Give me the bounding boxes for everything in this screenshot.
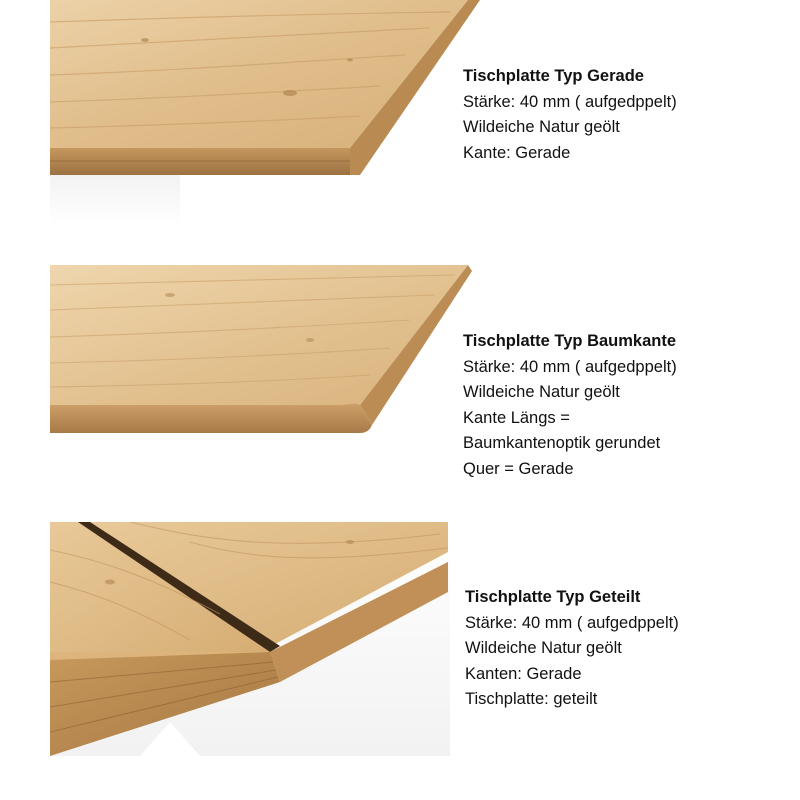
tabletop-split-image xyxy=(50,522,450,756)
product-spec-edge-long: Kante Längs = xyxy=(463,408,570,427)
product-spec-edges: Kanten: Gerade xyxy=(465,664,582,683)
product-spec-material: Wildeiche Natur geölt xyxy=(465,639,622,657)
tabletop-live-edge-image xyxy=(50,265,472,460)
tabletop-straight-info xyxy=(463,64,677,166)
product-spec-thickness: Stärke: 40 mm ( aufgedppelt) xyxy=(463,357,677,376)
product-spec-material: Wildeiche Natur geölt xyxy=(463,383,620,401)
product-spec-thickness: Stärke: 40 mm ( aufgedppelt) xyxy=(465,613,679,632)
product-title: Tischplatte Typ Baumkante xyxy=(463,332,677,350)
product-title: Tischplatte Typ Geteilt xyxy=(465,588,641,606)
product-spec-edge-long-detail: Baumkantenoptik gerundet xyxy=(463,434,661,452)
tabletop-live-edge-info xyxy=(463,329,677,482)
tabletop-straight-image xyxy=(50,0,480,225)
product-spec-thickness: Stärke: 40 mm ( aufgedppelt) xyxy=(463,92,677,111)
product-title: Tischplatte Typ Gerade xyxy=(463,67,644,85)
product-spec-edge: Kante: Gerade xyxy=(463,143,571,162)
product-spec-edge-cross: Quer = Gerade xyxy=(463,459,574,478)
product-spec-material: Wildeiche Natur geölt xyxy=(463,118,620,136)
product-spec-split: Tischplatte: geteilt xyxy=(465,690,598,708)
tabletop-split-info xyxy=(465,585,679,713)
